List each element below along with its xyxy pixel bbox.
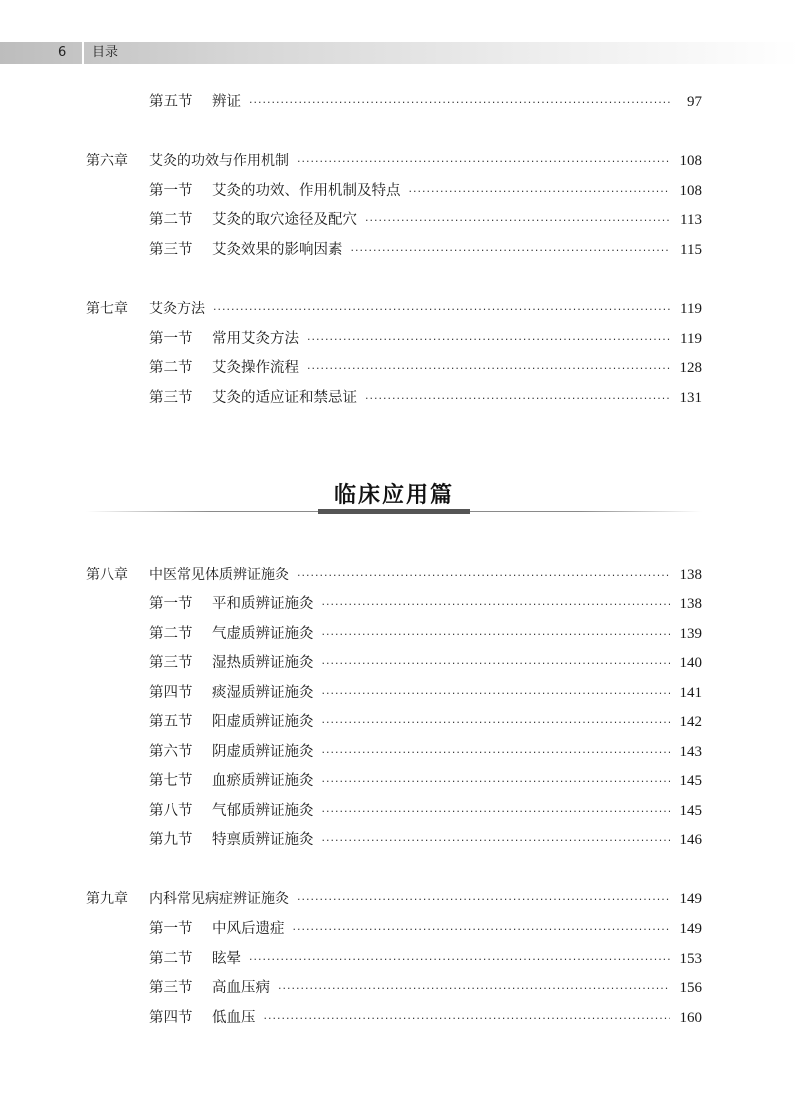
dot-leader [318,594,671,616]
header-divider [82,42,84,64]
entry-title: 常用艾灸方法 [212,331,299,347]
part-heading [86,478,702,514]
toc-section-entry[interactable] [149,948,702,970]
page-number: 6 [58,45,67,60]
entry-title: 中医常见体质辨证施灸 [149,567,289,583]
dot-leader [318,771,671,793]
entry-title: 阴虚质辨证施灸 [212,744,314,760]
entry-page-number: 156 [679,980,702,996]
dot-leader [293,889,670,911]
dot-leader [318,801,671,823]
dot-leader [318,683,671,705]
entry-page-number: 97 [687,94,702,110]
dot-leader [303,329,670,351]
dot-leader [318,712,671,734]
toc-section-entry[interactable] [149,977,702,999]
entry-number: 第一节 [149,331,193,347]
entry-page-number: 145 [679,803,702,819]
toc-section-entry[interactable] [149,1007,702,1029]
entry-page-number: 138 [679,596,702,612]
entry-page-number: 140 [679,655,702,671]
toc-section-entry[interactable] [149,711,702,733]
toc-chapter-entry[interactable] [86,150,702,172]
dot-leader [405,181,671,203]
entry-number: 第四节 [149,685,193,701]
entry-title: 湿热质辨证施灸 [212,655,314,671]
toc-section-entry[interactable] [149,682,702,704]
toc-section-entry[interactable] [149,328,702,350]
toc-section-entry[interactable] [149,800,702,822]
toc-chapter-entry[interactable] [86,888,702,910]
entry-number: 第三节 [149,242,193,258]
entry-title: 高血压病 [212,980,270,996]
entry-page-number: 131 [679,390,702,406]
entry-number: 第五节 [149,94,193,110]
running-header [0,42,800,64]
entry-page-number: 143 [679,744,702,760]
entry-number: 第二节 [149,626,193,642]
toc-section-entry[interactable] [149,623,702,645]
entry-title: 艾灸效果的影响因素 [212,242,343,258]
part-title: 临床应用篇 [333,482,454,508]
entry-title: 血瘀质辨证施灸 [212,773,314,789]
entry-number: 第八章 [86,567,128,583]
entry-number: 第五节 [149,714,193,730]
dot-leader [293,151,670,173]
entry-page-number: 146 [679,832,702,848]
toc-chapter-entry[interactable] [86,298,702,320]
entry-page-number: 149 [679,921,702,937]
entry-title: 艾灸方法 [149,301,205,317]
toc-section-entry[interactable] [149,741,702,763]
dot-leader [318,830,671,852]
entry-title: 气虚质辨证施灸 [212,626,314,642]
entry-number: 第八节 [149,803,193,819]
toc-section-entry[interactable] [149,180,702,202]
entry-number: 第三节 [149,980,193,996]
dot-leader [209,299,670,321]
dot-leader [361,210,670,232]
entry-page-number: 113 [680,212,702,228]
toc-section-entry[interactable] [149,209,702,231]
toc-section-entry[interactable] [149,593,702,615]
entry-page-number: 108 [679,183,702,199]
entry-title: 低血压 [212,1010,256,1026]
entry-page-number: 138 [679,567,702,583]
toc-section-entry[interactable] [149,652,702,674]
entry-page-number: 119 [680,301,702,317]
entry-number: 第一节 [149,921,193,937]
entry-title: 中风后遗症 [212,921,285,937]
entry-page-number: 115 [680,242,702,258]
entry-title: 内科常见病症辨证施灸 [149,891,289,907]
toc-section-entry[interactable] [149,918,702,940]
entry-title: 平和质辨证施灸 [212,596,314,612]
dot-leader [347,240,671,262]
dot-leader [318,742,671,764]
toc-section-entry[interactable] [149,829,702,851]
entry-title: 气郁质辨证施灸 [212,803,314,819]
toc-section-entry[interactable] [149,387,702,409]
entry-number: 第二节 [149,951,193,967]
entry-number: 第一节 [149,183,193,199]
dot-leader [245,92,670,114]
entry-title: 艾灸操作流程 [212,360,299,376]
entry-title: 特禀质辨证施灸 [212,832,314,848]
entry-title: 阳虚质辨证施灸 [212,714,314,730]
entry-number: 第六节 [149,744,193,760]
toc-section-entry[interactable] [149,91,702,113]
dot-leader [361,388,670,410]
dot-leader [274,978,670,1000]
entry-title: 辨证 [212,94,241,110]
header-title: 目录 [92,45,119,60]
part-rule-accent [318,509,470,514]
toc-section-entry[interactable] [149,239,702,261]
dot-leader [293,565,670,587]
dot-leader [318,624,671,646]
dot-leader [245,949,670,971]
entry-number: 第六章 [86,153,128,169]
entry-page-number: 128 [679,360,702,376]
entry-number: 第三节 [149,655,193,671]
entry-page-number: 119 [680,331,702,347]
entry-number: 第七章 [86,301,128,317]
dot-leader [289,919,671,941]
entry-page-number: 145 [679,773,702,789]
entry-title: 艾灸的适应证和禁忌证 [212,390,357,406]
entry-page-number: 108 [679,153,702,169]
entry-number: 第二节 [149,360,193,376]
dot-leader [260,1008,671,1030]
entry-page-number: 139 [679,626,702,642]
toc-section-entry[interactable] [149,357,702,379]
entry-page-number: 160 [679,1010,702,1026]
entry-page-number: 149 [679,891,702,907]
toc-section-entry[interactable] [149,770,702,792]
entry-title: 艾灸的功效与作用机制 [149,153,289,169]
entry-number: 第九节 [149,832,193,848]
entry-page-number: 142 [679,714,702,730]
entry-page-number: 153 [679,951,702,967]
dot-leader [303,358,670,380]
entry-title: 痰湿质辨证施灸 [212,685,314,701]
entry-number: 第四节 [149,1010,193,1026]
entry-title: 眩晕 [212,951,241,967]
entry-number: 第九章 [86,891,128,907]
toc-chapter-entry[interactable] [86,564,702,586]
entry-title: 艾灸的取穴途径及配穴 [212,212,357,228]
dot-leader [318,653,671,675]
entry-page-number: 141 [679,685,702,701]
entry-number: 第三节 [149,390,193,406]
entry-number: 第二节 [149,212,193,228]
entry-number: 第七节 [149,773,193,789]
entry-number: 第一节 [149,596,193,612]
entry-title: 艾灸的功效、作用机制及特点 [212,183,401,199]
